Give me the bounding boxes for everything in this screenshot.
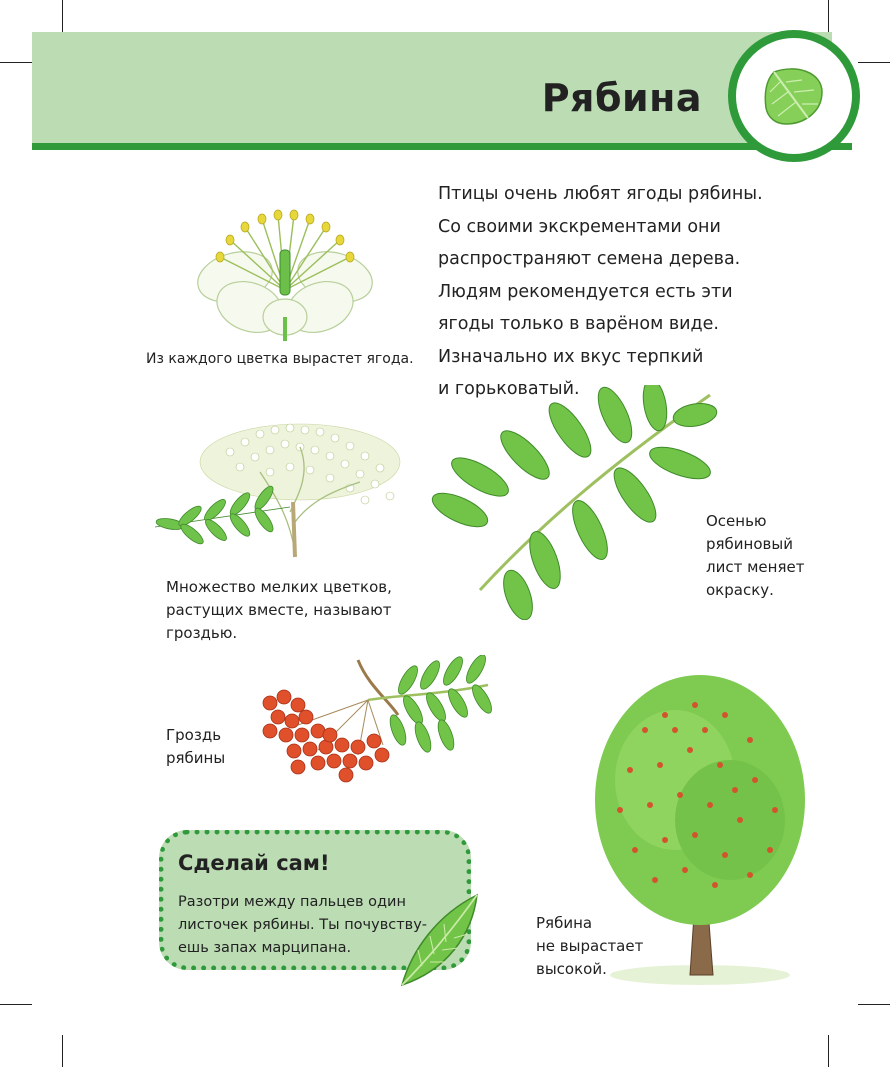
crop-mark [858, 1004, 890, 1005]
intro-line: Изначально их вкус терпкий [438, 346, 704, 367]
crop-mark [0, 62, 32, 63]
diy-text [178, 891, 427, 960]
caption-line: Множество мелких цветков, [166, 578, 392, 596]
caption-line: рябины [166, 749, 226, 767]
tree-caption [536, 912, 643, 981]
caption-line: окраску. [706, 581, 774, 599]
compound-leaf-illustration [430, 385, 720, 620]
diy-line: ешь запах марципана. [178, 940, 352, 956]
diy-title: Сделай сам! [178, 851, 330, 875]
flower-caption: Из каждого цветка вырастет ягода. [146, 351, 414, 367]
flower-illustration [190, 205, 380, 345]
caption-line: лист меняет [706, 558, 805, 576]
header-rule [32, 143, 852, 150]
crop-mark [62, 0, 63, 32]
crop-mark [62, 1035, 63, 1067]
caption-line: высокой. [536, 960, 607, 978]
intro-line: Со своими экскрементами они [438, 216, 721, 237]
berries-illustration [258, 655, 498, 785]
caption-line: Гроздь [166, 726, 222, 744]
cluster-caption [166, 576, 392, 645]
leaf-badge [728, 30, 860, 162]
caption-line: Осенью [706, 512, 767, 530]
leaf-icon [392, 890, 484, 990]
intro-line: распространяют семена дерева. [438, 249, 741, 269]
berries-caption [166, 724, 225, 770]
intro-line: Птицы очень любят ягоды рябины. [438, 184, 763, 204]
crop-mark [0, 1004, 32, 1005]
header-band [32, 32, 832, 147]
page-title: Рябина [541, 76, 702, 120]
leaf-caption [706, 510, 804, 602]
flower-cluster-illustration [150, 412, 410, 562]
crop-mark [858, 62, 890, 63]
caption-line: рябиновый [706, 535, 793, 553]
intro-paragraph [438, 178, 763, 406]
crop-mark [828, 0, 829, 32]
intro-line: Людям рекомендуется есть эти [438, 281, 733, 302]
intro-line: и горьковатый. [438, 379, 580, 399]
caption-line: не вырастает [536, 937, 644, 955]
diy-line: Разотри между пальцев один [178, 894, 406, 910]
caption-line: гроздью. [166, 624, 238, 642]
crop-mark [828, 1035, 829, 1067]
diy-line: листочек рябины. Ты почувству- [178, 917, 428, 933]
caption-line: растущих вместе, называют [166, 601, 392, 619]
caption-line: Рябина [536, 914, 593, 932]
leaf-icon [756, 58, 832, 134]
intro-line: ягоды только в варёном виде. [438, 314, 719, 334]
